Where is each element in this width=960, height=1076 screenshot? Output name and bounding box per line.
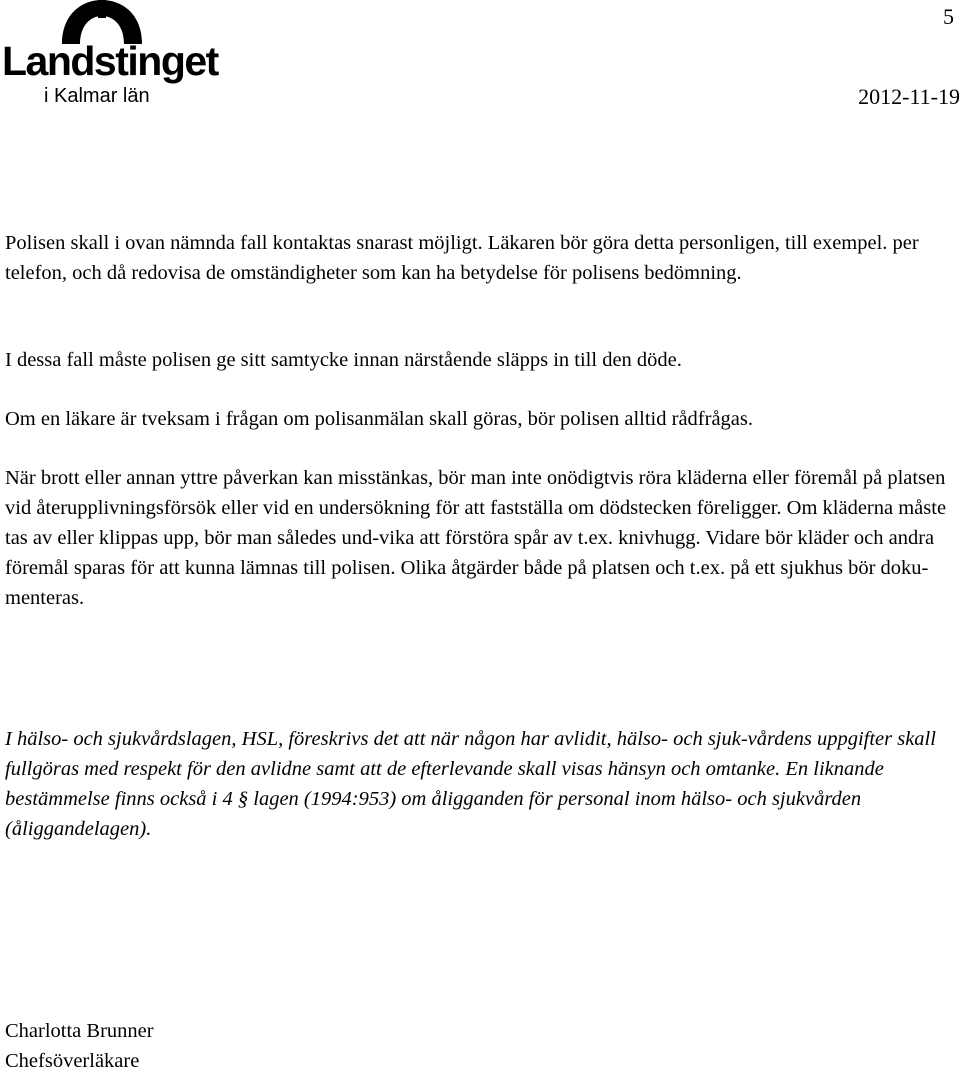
paragraph-police-contact: Polisen skall i ovan nämnda fall kontaktas snarast möjligt. Läkaren bör göra detta personligen, till exempel. per telefon, och då redovisa de omständigheter som kan ha betydelse för polisens bedömning. [5,232,919,284]
landstinget-logo [2,0,218,112]
logo-sub-text: i Kalmar län [44,85,150,107]
page-number: 5 [943,4,954,29]
paragraph-doctor-uncertain: Om en läkare är tveksam i frågan om polisanmälan skall göras, bör polisen alltid rådfrågas. [5,408,754,430]
document-date: 2012-11-19 [858,84,960,109]
signature-title: Chefsöverläkare [5,1050,140,1072]
paragraph-crime-suspected: När brott eller annan yttre påverkan kan misstänkas, bör man inte onödigtvis röra kläderna eller föremål på platsen vid återupplivningsförsök eller vid en undersökning för att fastställa om dödstecken föreligger. Om kläderna måste tas av eller klippas upp, bör man således und-vika att förstöra spår av t.ex. knivhugg. Vidare bör kläder och andra föremål sparas för att kunna lämnas till polisen. Olika åtgärder både på platsen och t.ex. på ett sjukhus bör doku-menteras. [5,467,947,609]
signature-name: Charlotta Brunner [5,1020,154,1042]
logo-main-text: Landstinget [2,38,218,84]
signature-block [5,1016,154,1076]
paragraph-police-consent: I dessa fall måste polisen ge sitt samtycke innan närstående släpps in till den döde. [5,349,682,371]
paragraph-hsl-italic: I hälso- och sjukvårdslagen, HSL, föreskrivs det att när någon har avlidit, hälso- och sjuk-vårdens uppgifter skall fullgöras med respekt för den avlidne samt att de efterlevande skall visas hänsyn och omtanke. En liknande bestämmelse finns också i 4 § lagen (1994:953) om åligganden för personal inom hälso- och sjukvården (åliggandelagen). [5,728,936,840]
